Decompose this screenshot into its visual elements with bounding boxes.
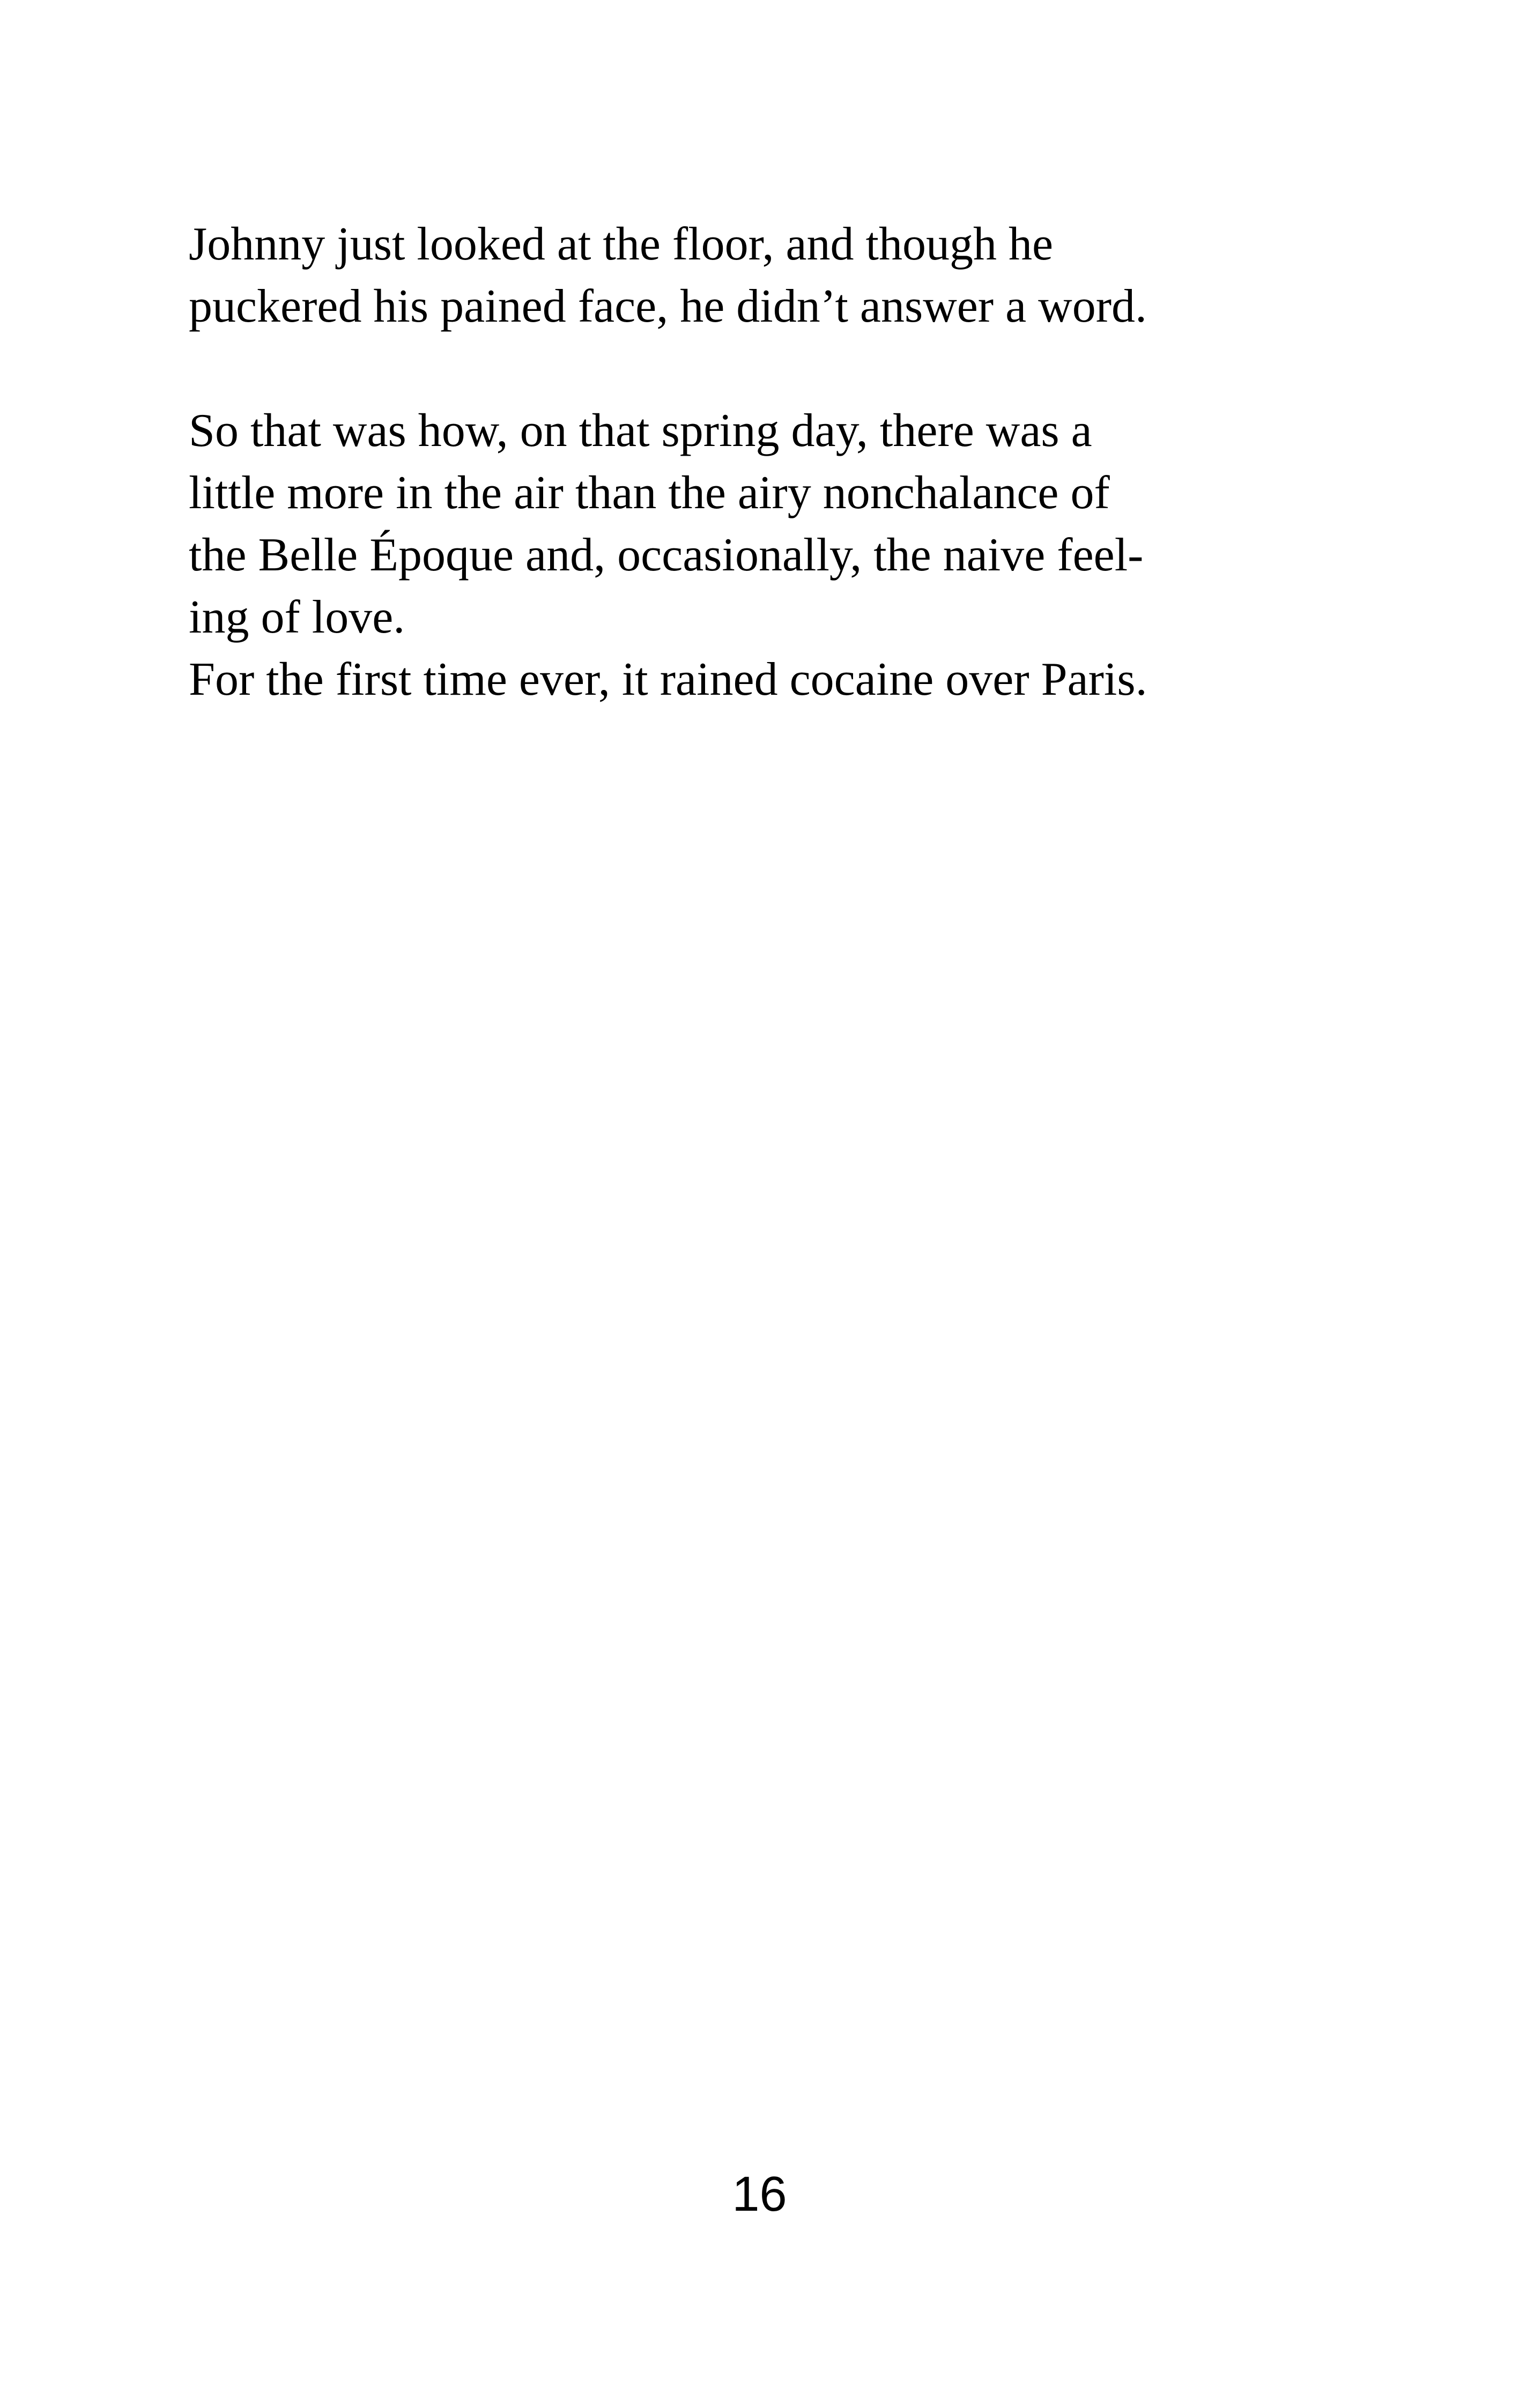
text-line: little more in the air than the airy nonchalance of — [189, 467, 1110, 519]
paragraph-2 — [189, 400, 1342, 711]
body-text — [189, 213, 1342, 711]
text-line: For the first time ever, it rained cocaine over Paris. — [189, 653, 1147, 705]
text-line: So that was how, on that spring day, there was a — [189, 405, 1092, 457]
paragraph-spacer — [189, 338, 1342, 400]
text-line: ing of love. — [189, 591, 405, 643]
page-number: 16 — [732, 2167, 787, 2221]
paragraph-1 — [189, 213, 1342, 338]
text-line: the Belle Époque and, occasionally, the naive feel- — [189, 529, 1144, 581]
text-line: Johnny just looked at the floor, and though he — [189, 218, 1054, 270]
text-line: puckered his pained face, he didn’t answer a word. — [189, 280, 1147, 332]
